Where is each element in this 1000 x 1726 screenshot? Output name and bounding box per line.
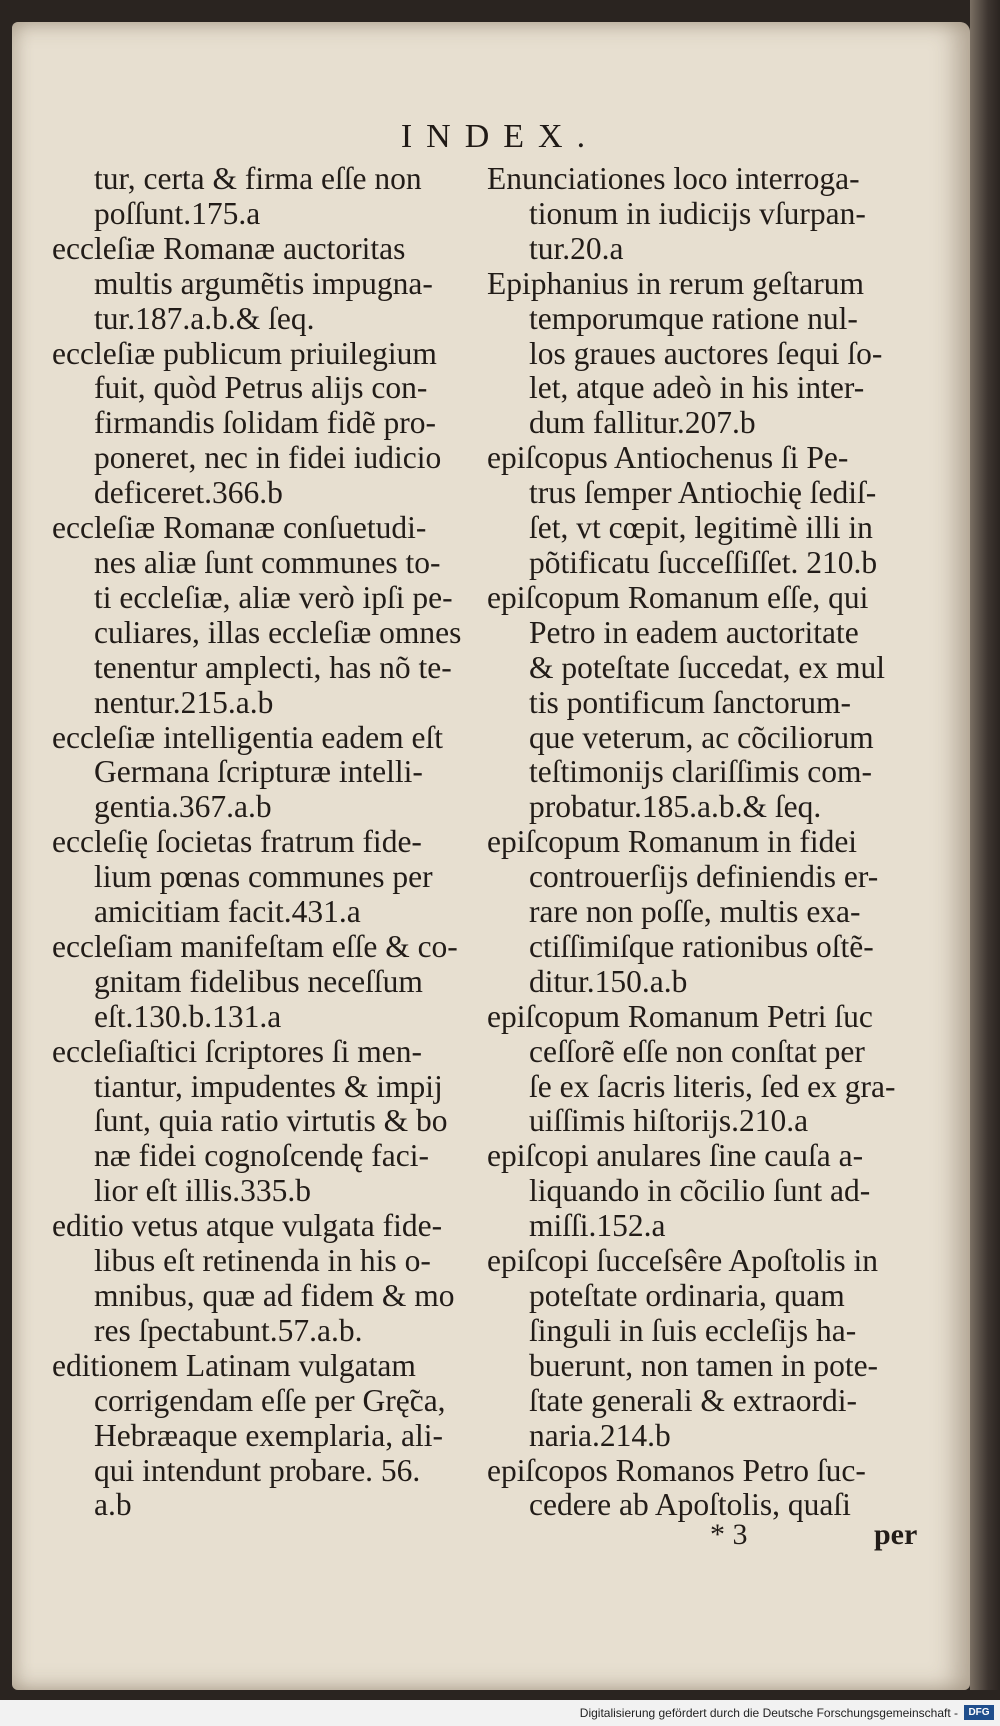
index-entry bbox=[52, 337, 484, 512]
left-column bbox=[52, 162, 484, 1523]
entry-line: miſſi.152.a bbox=[529, 1208, 666, 1244]
digitization-footer bbox=[0, 1700, 1000, 1726]
entry-line: ſet, vt cœpit, legitimè illi in bbox=[529, 510, 873, 546]
entry-line: ſtate generali & extraordi- bbox=[529, 1382, 857, 1418]
entry-line: probatur.185.a.b.& ſeq. bbox=[529, 789, 822, 825]
entry-line: uiſſimis hiſtorijs.210.a bbox=[529, 1103, 809, 1139]
entry-line: ceſſorẽ eſſe non conſtat per bbox=[529, 1033, 865, 1069]
entry-line: ctiſſimiſque rationibus oſtẽ- bbox=[529, 928, 874, 964]
entry-line: eccleſiæ Romanæ auctoritas bbox=[52, 230, 406, 266]
signature-mark: * 3 bbox=[710, 1518, 748, 1551]
entry-line: rare non poſſe, multis exa- bbox=[529, 894, 861, 930]
entry-line: tis pontificum ſanctorum- bbox=[529, 684, 851, 720]
dfg-logo: DFG bbox=[964, 1705, 994, 1720]
entry-line: ſinguli in ſuis eccleſijs ha- bbox=[529, 1312, 857, 1348]
entry-line: epiſcopos Romanos Petro ſuc- bbox=[487, 1452, 866, 1488]
entry-line: lium pœnas communes per bbox=[94, 859, 433, 895]
entry-line: ſunt, quia ratio virtutis & bo bbox=[94, 1103, 448, 1139]
entry-line: Epiphanius in rerum geſtarum bbox=[487, 265, 865, 301]
entry-line: buerunt, non tamen in pote- bbox=[529, 1347, 879, 1383]
entry-line: controuerſijs definiendis er- bbox=[529, 859, 879, 895]
entry-line: tionum in iudicijs vſurpan- bbox=[529, 195, 866, 231]
entry-line: & poteſtate ſuccedat, ex mul bbox=[529, 649, 885, 685]
footer-text: Digitalisierung gefördert durch die Deutsche Forschungsgemeinschaft - bbox=[579, 1706, 958, 1720]
entry-line: let, atque adeò in his inter- bbox=[529, 370, 865, 406]
entry-line: eccleſię ſocietas fratrum fide- bbox=[52, 824, 422, 860]
entry-line: tiantur, impudentes & impij bbox=[94, 1068, 443, 1104]
entry-line: poneret, nec in fidei iudicio bbox=[94, 440, 442, 476]
index-entry bbox=[487, 162, 927, 267]
entry-line: multis argumẽtis impugna- bbox=[94, 265, 433, 301]
entry-line: põtificatu ſucceſſiſſet. 210.b bbox=[529, 544, 878, 580]
index-entry bbox=[52, 1349, 484, 1524]
index-entry bbox=[52, 232, 484, 337]
entry-line: editio vetus atque vulgata fide- bbox=[52, 1208, 443, 1244]
entry-line: epiſcopum Romanum eſſe, qui bbox=[487, 579, 869, 615]
entry-line: dum fallitur.207.b bbox=[529, 405, 756, 441]
entry-line: Petro in eadem auctoritate bbox=[529, 614, 859, 650]
entry-line: corrigendam eſſe per Grę̃ca, bbox=[94, 1382, 446, 1418]
index-entry bbox=[52, 721, 484, 826]
entry-line: tur, certa & firma eſſe non bbox=[94, 161, 422, 196]
page-signature-row bbox=[0, 1518, 1000, 1558]
index-entry bbox=[487, 1000, 927, 1140]
entry-line: tenentur amplecti, has nõ te- bbox=[94, 649, 452, 685]
entry-line: eccleſiæ publicum priuilegium bbox=[52, 335, 437, 371]
index-entry bbox=[487, 267, 927, 442]
index-entry bbox=[487, 825, 927, 1000]
index-entry bbox=[487, 1454, 927, 1524]
entry-line: eccleſiæ intelligentia eadem eſt bbox=[52, 719, 443, 755]
entry-line: qui intendunt probare. 56. bbox=[94, 1452, 421, 1488]
right-column bbox=[487, 162, 927, 1523]
entry-line: eccleſiaſtici ſcriptores ſi men- bbox=[52, 1033, 422, 1069]
entry-line: næ fidei cognoſcendę faci- bbox=[94, 1138, 429, 1174]
entry-line: poteſtate ordinaria, quam bbox=[529, 1278, 845, 1313]
entry-line: ditur.150.a.b bbox=[529, 963, 688, 999]
running-header: INDEX. bbox=[400, 118, 600, 155]
index-entry bbox=[487, 1244, 927, 1453]
entry-line: Enunciationes loco interroga- bbox=[487, 161, 860, 196]
entry-line: tur.187.a.b.& ſeq. bbox=[94, 300, 315, 336]
entry-line: cedere ab Apoſtolis, quaſi bbox=[529, 1487, 851, 1523]
entry-line: gentia.367.a.b bbox=[94, 789, 272, 825]
entry-line: firmandis ſolidam fidẽ pro- bbox=[94, 405, 437, 441]
entry-line: eſt.130.b.131.a bbox=[94, 998, 282, 1034]
entry-line: trus ſemper Antiochię ſediſ- bbox=[529, 475, 877, 511]
entry-line: editionem Latinam vulgatam bbox=[52, 1347, 416, 1383]
entry-line: Hebræaque exemplaria, ali- bbox=[94, 1417, 443, 1453]
entry-line: fuit, quòd Petrus alijs con- bbox=[94, 370, 428, 406]
entry-line: ti eccleſiæ, aliæ verò ipſi pe- bbox=[94, 579, 453, 615]
entry-line: libus eſt retinenda in his o- bbox=[94, 1243, 431, 1279]
index-entry bbox=[52, 930, 484, 1035]
entry-line: gnitam fidelibus neceſſum bbox=[94, 963, 423, 999]
index-entry bbox=[52, 162, 484, 232]
entry-line: mnibus, quæ ad fidem & mo bbox=[94, 1278, 455, 1313]
entry-line: teſtimonijs clariſſimis com- bbox=[529, 754, 872, 790]
entry-line: a.b bbox=[94, 1487, 132, 1523]
entry-line: tur.20.a bbox=[529, 230, 624, 266]
entry-line: poſſunt.175.a bbox=[94, 195, 261, 231]
index-entry bbox=[52, 1035, 484, 1210]
entry-line: deficeret.366.b bbox=[94, 475, 283, 511]
entry-line: culiares, illas eccleſiæ omnes bbox=[94, 614, 462, 650]
entry-line: epiſcopum Romanum Petri ſuc bbox=[487, 998, 873, 1034]
entry-line: que veterum, ac cõciliorum bbox=[529, 719, 874, 755]
index-entry bbox=[487, 1139, 927, 1244]
page-edge bbox=[970, 0, 1000, 1690]
entry-line: epiſcopum Romanum in fidei bbox=[487, 824, 858, 860]
catchword: per bbox=[874, 1518, 918, 1551]
entry-line: liquando in cõcilio ſunt ad- bbox=[529, 1173, 871, 1209]
entry-line: nes aliæ ſunt communes to- bbox=[94, 544, 441, 580]
entry-line: amicitiam facit.431.a bbox=[94, 894, 361, 930]
index-entry bbox=[52, 1209, 484, 1349]
index-entry bbox=[52, 511, 484, 720]
entry-line: epiſcopi anulares ſine cauſa a- bbox=[487, 1138, 864, 1174]
entry-line: ſe ex ſacris literis, ſed ex gra- bbox=[529, 1068, 896, 1104]
entry-line: temporumque ratione nul- bbox=[529, 300, 858, 336]
index-entry bbox=[487, 441, 927, 581]
entry-line: lior eſt illis.335.b bbox=[94, 1173, 311, 1209]
entry-line: epiſcopi ſucceſsêre Apoſtolis in bbox=[487, 1243, 879, 1279]
entry-line: naria.214.b bbox=[529, 1417, 671, 1453]
entry-line: res ſpectabunt.57.a.b. bbox=[94, 1312, 363, 1348]
index-entry bbox=[487, 581, 927, 825]
entry-line: Germana ſcripturæ intelli- bbox=[94, 754, 423, 790]
entry-line: los graues auctores ſequi ſo- bbox=[529, 335, 883, 371]
entry-line: nentur.215.a.b bbox=[94, 684, 274, 720]
index-entry bbox=[52, 825, 484, 930]
entry-line: eccleſiam manifeſtam eſſe & co- bbox=[52, 928, 458, 964]
entry-line: eccleſiæ Romanæ conſuetudi- bbox=[52, 510, 427, 546]
entry-line: epiſcopus Antiochenus ſi Pe- bbox=[487, 440, 849, 476]
